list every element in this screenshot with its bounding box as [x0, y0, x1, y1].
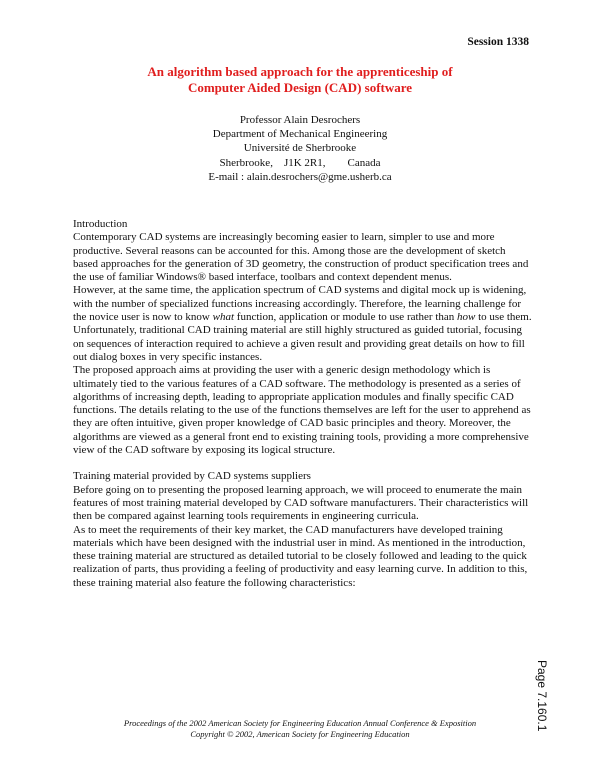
- section-heading-training: Training material provided by CAD systems suppliers: [73, 470, 311, 483]
- author-block: [0, 113, 600, 184]
- paragraph-text: However, at the same time, the application spectrum of CAD systems and digital mock up is widening, with the number of specialized functions increasing accordingly. Therefore, the learning challenge for the novice user is now to know: [73, 284, 527, 324]
- author-address: Sherbrooke, J1K 2R1, Canada: [219, 156, 381, 169]
- footer-proceedings: Proceedings of the 2002 American Society for Engineering Education Annual Conference & Exposition: [123, 718, 477, 728]
- paragraph: Unfortunately, traditional CAD training material are still highly structured as guided tutorial, focusing on sequences of interaction required to achieve a given result and providing great details on how to fill out dialog boxes in very specific instances.: [73, 324, 525, 363]
- author-name: Professor Alain Desrochers: [239, 114, 361, 126]
- paper-title: [0, 64, 600, 96]
- paragraph-text: function, application or module to use rather than: [234, 311, 458, 324]
- author-email: E-mail : alain.desrochers@gme.usherb.ca: [208, 170, 392, 183]
- paragraph: Before going on to presenting the proposed learning approach, we will proceed to enumerate the main features of most training material developed by CAD software manufacturers. Their characteristics will then be compared against learning tools requirements in engineering curricula.: [73, 483, 529, 523]
- author-department: Department of Mechanical Engineering: [212, 128, 388, 141]
- paper-body: [73, 218, 533, 590]
- emphasis-what: what: [212, 311, 235, 324]
- page-footer: [0, 718, 600, 740]
- paragraph: The proposed approach aims at providing the user with a generic design methodology which is ultimately tied to the various features of a CAD software. The methodology is presented as a series of algorithms of increasing depth, leading to appropriate application modules and finally specific CAD functions. The details relating to the use of the functions themselves are left for the user to apprehend as they are often intuitive, given proper knowledge of CAD basic principles and theory. Moreover, the algorithms are viewed as a general front end to existing training tools, providing a more comprehensive view of the CAD software by exposing its logical structure.: [73, 364, 531, 457]
- paragraph: As to meet the requirements of their key market, the CAD manufacturers have developed training materials which have been designed with the industrial user in mind. As mentioned in the introduction, these training material are structured as detailed tutorial to be closely followed and leading to the quick realization of parts, thus providing a feeling of productivity and easy learning curve. In addition to this, these training material also feature the following characteristics:: [73, 523, 528, 589]
- emphasis-how: how: [457, 311, 476, 324]
- title-line-2: Computer Aided Design (CAD) software: [187, 80, 413, 95]
- title-line-1: An algorithm based approach for the apprenticeship of: [147, 64, 453, 79]
- page-number: Page 7.160.1: [535, 660, 549, 732]
- paragraph: [73, 284, 533, 324]
- section-heading-introduction: Introduction: [73, 218, 128, 230]
- paragraph: Contemporary CAD systems are increasingly becoming easier to learn, simpler to use and more productive. Several reasons can be accounted for this. Among those are the development of sketch based approaches for the generation of 3D geometry, the construction of product specification trees and the use of familiar Windows® based interface, toolbars and context dependent menus.: [73, 231, 529, 284]
- session-number: Session 1338: [467, 36, 529, 48]
- author-university: Université de Sherbrooke: [243, 142, 357, 155]
- footer-copyright: Copyright © 2002, American Society for Engineering Education: [190, 729, 410, 739]
- paragraph-text: to use them.: [475, 311, 532, 324]
